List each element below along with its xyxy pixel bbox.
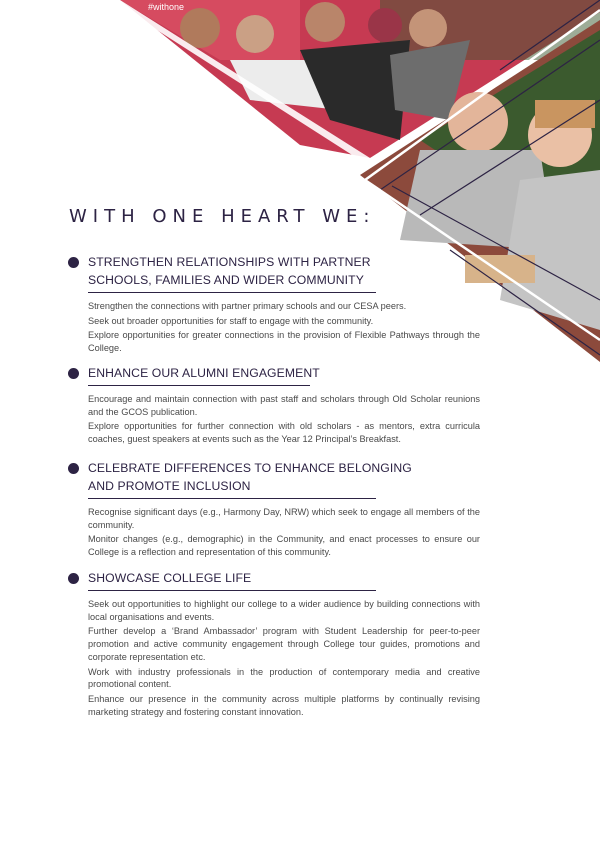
title-underline xyxy=(88,385,310,386)
title-line: SCHOOLS, FAMILIES AND WIDER COMMUNITY xyxy=(88,273,364,287)
section-title xyxy=(88,364,320,382)
section-alumni-engagement xyxy=(68,364,480,448)
section-title xyxy=(88,569,251,587)
paragraph: Recognise significant days (e.g., Harmony Day, NRW) which seek to engage all members of the community. xyxy=(88,507,480,530)
section-celebrate-differences xyxy=(68,459,480,561)
title-underline xyxy=(88,498,376,499)
title-line: SHOWCASE COLLEGE LIFE xyxy=(88,571,252,585)
title-line: ENHANCE OUR ALUMNI ENGAGEMENT xyxy=(88,366,320,380)
paragraph: Seek out broader opportunities for staff to engage with the community. xyxy=(88,315,374,326)
section-title xyxy=(88,253,371,289)
paragraph: Enhance our presence in the community across multiple platforms by continually revising marketing strategy and fostering constant innovation. xyxy=(88,693,480,717)
title-line: CELEBRATE DIFFERENCES TO ENHANCE BELONGING xyxy=(88,461,412,475)
paragraph: Explore opportunities for greater connections in the provision of Flexible Pathways through the College. xyxy=(88,330,480,354)
bullet-dot xyxy=(68,573,79,584)
page-heading: WITH ONE HEART WE: xyxy=(69,206,376,227)
paragraph: Seek out opportunities to highlight our college to a wider audience by building connections with local organisations and events. xyxy=(88,599,480,622)
banner-text: #withone xyxy=(148,2,185,12)
title-underline xyxy=(88,590,376,591)
title-line: STRENGTHEN RELATIONSHIPS WITH PARTNER xyxy=(88,255,371,269)
bullet-dot xyxy=(68,463,79,474)
section-title xyxy=(88,459,412,495)
paragraph: Monitor changes (e.g., demographic) in the Community, and enact processes to ensure our College is a reflection and representation of this community. xyxy=(88,534,480,558)
bullet-dot xyxy=(68,368,79,379)
title-line: AND PROMOTE INCLUSION xyxy=(88,479,251,493)
bullet-dot xyxy=(68,257,79,268)
paragraph: Further develop a ‘Brand Ambassador’ program with Student Leadership for peer-to-peer promotion and active community engagement through College tour guides, promotions and corporate representation etc. xyxy=(88,626,480,662)
title-underline xyxy=(88,292,376,293)
section-strengthen-relationships xyxy=(68,253,480,357)
paragraph: Work with industry professionals in the production of contemporary media and creative promotional content. xyxy=(88,666,480,690)
section-showcase-college-life xyxy=(68,569,480,720)
paragraph: Encourage and maintain connection with past staff and scholars through Old Scholar reunions and the GCOS publication. xyxy=(88,394,480,417)
paragraph: Strengthen the connections with partner primary schools and our CESA peers. xyxy=(88,301,407,311)
paragraph: Explore opportunities for further connection with old scholars - as mentors, extra curricula coaches, guest speakers at events such as the Year 12 Principal’s Breakfast. xyxy=(88,421,480,445)
